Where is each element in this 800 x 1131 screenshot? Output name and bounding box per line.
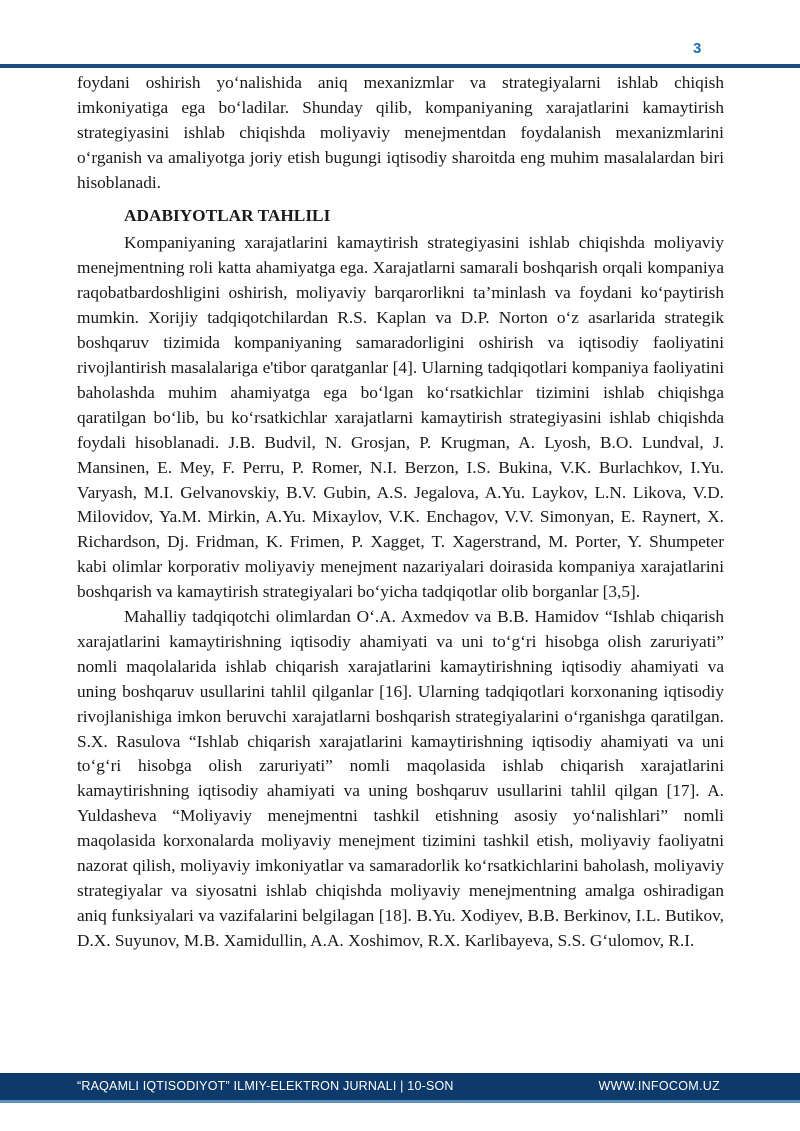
paragraph-literature-local: Mahalliy tadqiqotchi olimlardan O‘.A. Axmedov va B.B. Hamidov “Ishlab chiqarish xarajatlarini kamaytirishning iqtisodiy ahamiyati va uni to‘g‘ri hisobga olish zaruriyati” nomli maqolalarida ishlab chiqarish xarajatlarini kamaytirishning iqtisodiy ahamiyati va uning boshqaruv usullarini tahlil qilganlar [16]. Ularning tadqiqotlari korxonaning iqtisodiy rivojlanishiga imkon beruvchi xarajatlarni boshqarish strategiyalarini o‘rganishga qaratilgan. S.X. Rasulova “Ishlab chiqarish xarajatlarini kamaytirishning iqtisodiy ahamiyati va uni to‘g‘ri hisobga olish zaruriyati” nomli maqolasida ishlab chiqarish xarajatlarini kamaytirishning iqtisodiy ahamiyati va uning boshqaruv usullarini tahlil qilgan [17]. A. Yuldasheva “Moliyaviy menejmentni tashkil etishning asosiy yo‘nalishlari” nomli maqolasida korxonalarda moliyaviy menejment tizimini tashkil etish, moliyaviy faoliyatni nazorat qilish, moliyaviy imkoniyatlar va samaradorlik ko‘rsatkichlarini baholash, moliyaviy strategiyalar va siyosatni ishlab chiqishda moliyaviy menejmentning amalga oshiradigan aniq funksiyalari va vazifalarini belgilagan [18]. B.Yu. Xodiyev, B.B. Berkinov, I.L. Butikov, D.X. Suyunov, M.B. Xamidullin, A.A. Xoshimov, R.X. Karlibayeva, S.S. G‘ulomov, R.I. bbox=[77, 607, 724, 950]
page-number: 3 bbox=[693, 40, 702, 57]
footer-bar bbox=[0, 1073, 800, 1100]
article-body bbox=[77, 71, 724, 954]
footer-website-link[interactable]: WWW.INFOCOM.UZ bbox=[598, 1079, 720, 1093]
header-rule bbox=[0, 64, 800, 68]
footer-journal-name: “RAQAMLI IQTISODIYOT” ILMIY-ELEKTRON JURNALI | 10-SON bbox=[77, 1079, 454, 1093]
section-heading: ADABIYOTLAR TAHLILI bbox=[124, 205, 331, 225]
paragraph-intro-continuation: foydani oshirish yo‘nalishida aniq mexanizmlar va strategiyalarni ishlab chiqish imkoniyatiga ega bo‘ladilar. Shunday qilib, kompaniyaning xarajatlarini kamaytirish strategiyasini ishlab chiqishda moliyaviy menejmentdan foydalanish mexanizmlarini o‘rganish va amaliyotga joriy etish bugungi iqtisodiy sharoitda eng muhim masalalardan biri hisoblanadi. bbox=[77, 73, 724, 192]
paragraph-literature-foreign: Kompaniyaning xarajatlarini kamaytirish strategiyasini ishlab chiqishda moliyaviy menejmentning roli katta ahamiyatga ega. Xarajatlarni samarali boshqarish orqali kompaniya raqobatbardoshligini oshirish, moliyaviy barqarorlikni ta’minlash va foydani ko‘paytirish mumkin. Xorijiy tadqiqotchilardan R.S. Kaplan va D.P. Norton o‘z asarlarida strategik boshqaruv tizimida kompaniyaning samaradorligini oshirish va iqtisodiy faoliyatini rivojlantirish masalalariga e'tibor qaratganlar [4]. Ularning tadqiqotlari kompaniya faoliyatini baholashda muhim ahamiyatga ega bo‘lgan ko‘rsatkichlar tizimini ishlab chiqishga qaratilgan bo‘lib, bu ko‘rsatkichlar xarajatlarni kamaytirish strategiyasini ishlab chiqishda foydali hisoblanadi. J.B. Budvil, N. Grosjan, P. Krugman, A. Lyosh, B.O. Lundval, J. Mansinen, E. Mey, F. Perru, P. Romer, N.I. Berzon, I.S. Bukina, V.K. Burlachkov, I.Yu. Varyash, M.I. Gelvanovskiy, B.V. Gubin, A.S. Jegalova, A.Yu. Laykov, L.N. Likova, V.D. Milovidov, Ya.M. Mirkin, A.Yu. Mixaylov, V.K. Enchagov, V.V. Simonyan, E. Raynert, X. Richardson, Dj. Fridman, K. Frimen, P. Xagget, T. Xagerstrand, M. Porter, Y. Shumpeter kabi olimlar korporativ moliyaviy menejment nazariyalari doirasida kompaniya xarajatlarini boshqarish va kamaytirish strategiyalari bo‘yicha tadqiqotlar olib borganlar [3,5]. bbox=[77, 233, 724, 602]
